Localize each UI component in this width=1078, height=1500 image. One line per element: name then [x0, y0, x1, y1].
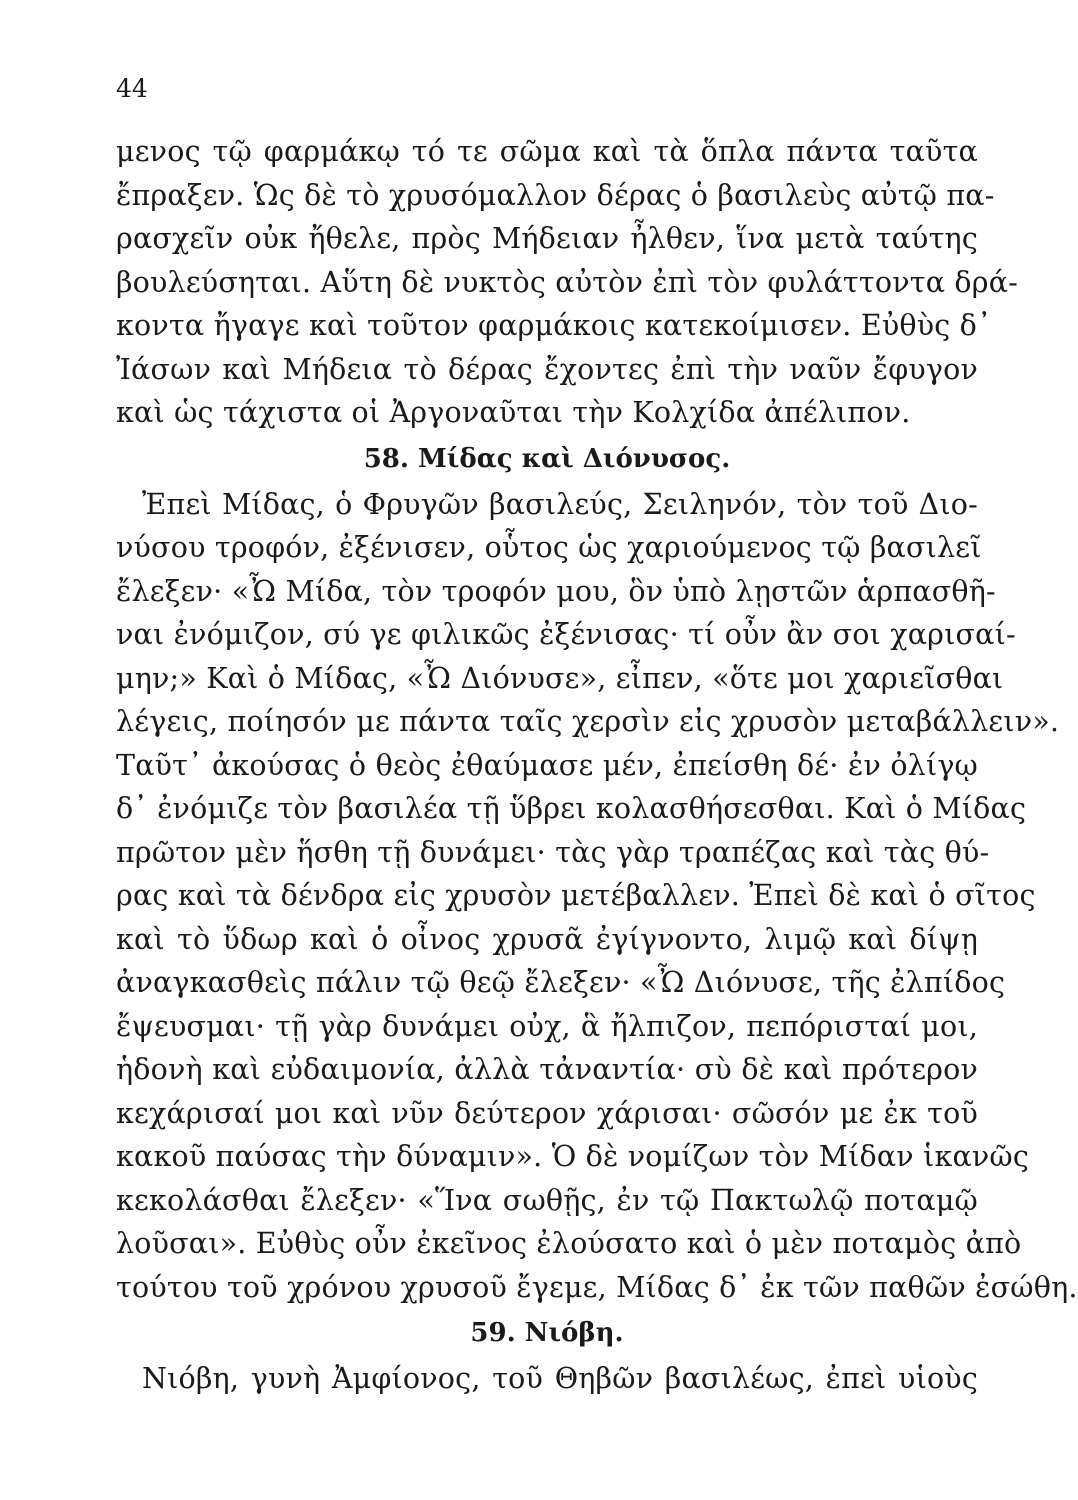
- text-line: ἔλεξεν· «Ὦ Μίδα, τὸν τροφόν μου, ὃν ὑπὸ λῃστῶν ἁρπασθῆ-: [116, 574, 996, 608]
- paragraph-jason-medea: [116, 130, 1018, 435]
- text-line: ἡδονὴ καὶ εὐδαιμονία, ἀλλὰ τἀναντία· σὺ δὲ καὶ πρότερον: [116, 1053, 978, 1086]
- text-line: νύσου τροφόν, ἐξένισεν, οὗτος ὡς χαριούμενος τῷ βασιλεῖ: [116, 531, 982, 564]
- text-line: μενος τῷ φαρμάκῳ τό τε σῶμα καὶ τὰ ὅπλα πάντα ταῦτα: [116, 135, 978, 168]
- text-line: κακοῦ παύσας τὴν δύναμιν». Ὁ δὲ νομίζων τὸν Μίδαν ἱκανῶς: [116, 1140, 1030, 1173]
- page-number: 44: [116, 74, 148, 103]
- text-line: Ἰάσων καὶ Μήδεια τὸ δέρας ἔχοντες ἐπὶ τὴν ναῦν ἔφυγον: [116, 352, 978, 386]
- text-line: Νιόβη, γυνὴ Ἀμφίονος, τοῦ Θηβῶν βασιλέως, ἐπεὶ υἱοὺς: [142, 1362, 978, 1395]
- text-line: κοντα ἤγαγε καὶ τοῦτον φαρμάκοις κατεκοίμισεν. Εὐθὺς δ᾽: [116, 309, 992, 342]
- text-block: [116, 130, 1078, 1401]
- text-line: ναι ἐνόμιζον, σύ γε φιλικῶς ἐξένισας· τί οὖν ἂν σοι χαρισαί-: [116, 618, 1016, 651]
- text-line: καὶ ὡς τάχιστα οἱ Ἀργοναῦται τὴν Κολχίδα ἀπέλιπον.: [116, 396, 911, 429]
- paragraph-midas-dionysus: [116, 483, 1078, 1310]
- text-line: ἔπραξεν. Ὡς δὲ τὸ χρυσόμαλλον δέρας ὁ βασιλεὺς αὐτῷ πα-: [116, 178, 995, 212]
- text-line: καὶ τὸ ὕδωρ καὶ ὁ οἶνος χρυσᾶ ἐγίγνοντο, λιμῷ καὶ δίψῃ: [116, 922, 978, 956]
- text-line: πρῶτον μὲν ἥσθη τῇ δυνάμει· τὰς γὰρ τραπέζας καὶ τὰς θύ-: [116, 835, 990, 869]
- text-line: ἔψευσμαι· τῇ γὰρ δυνάμει οὐχ, ἃ ἤλπιζον, πεπόρισταί μοι,: [116, 1009, 978, 1043]
- section-heading-58: 58. Μίδας καὶ Διόνυσος.: [363, 443, 731, 474]
- text-line: δ᾽ ἐνόμιζε τὸν βασιλέα τῇ ὕβρει κολασθήσεσθαι. Καὶ ὁ Μίδας: [116, 792, 1027, 825]
- text-line: Ταῦτ᾽ ἀκούσας ὁ θεὸς ἐθαύμασε μέν, ἐπείσθη δέ· ἐν ὀλίγῳ: [116, 748, 978, 782]
- text-line: ἀναγκασθεὶς πάλιν τῷ θεῷ ἔλεξεν· «Ὦ Διόνυσε, τῆς ἐλπίδος: [116, 966, 1006, 999]
- text-line: Ἐπεὶ Μίδας, ὁ Φρυγῶν βασιλεύς, Σειληνόν, τὸν τοῦ Διο-: [142, 487, 978, 521]
- text-line: κεκολάσθαι ἔλεξεν· «Ἵνα σωθῇς, ἐν τῷ Πακτωλῷ ποταμῷ: [116, 1183, 978, 1217]
- text-line: ρας καὶ τὰ δένδρα εἰς χρυσὸν μετέβαλλεν. Ἐπεὶ δὲ καὶ ὁ σῖτος: [116, 879, 1036, 912]
- text-line: μην;» Καὶ ὁ Μίδας, «Ὦ Διόνυσε», εἶπεν, «ὅτε μοι χαριεῖσθαι: [116, 661, 1004, 695]
- text-line: λοῦσαι». Εὐθὺς οὖν ἐκεῖνος ἐλούσατο καὶ ὁ μὲν ποταμὸς ἀπὸ: [116, 1227, 1022, 1260]
- text-line: ρασχεῖν οὐκ ἤθελε, πρὸς Μήδειαν ἦλθεν, ἵνα μετὰ ταύτης: [116, 222, 978, 255]
- text-line: βουλεύσηται. Αὕτη δὲ νυκτὸς αὐτὸν ἐπὶ τὸν φυλάττοντα δρά-: [116, 265, 1018, 299]
- paragraph-niobe: [116, 1357, 978, 1401]
- section-heading-59: 59. Νιόβη.: [470, 1318, 624, 1348]
- text-line: λέγεις, ποίησόν με πάντα ταῖς χερσὶν εἰς χρυσὸν μεταβάλλειν».: [116, 705, 1060, 738]
- text-line: τούτου τοῦ χρόνου χρυσοῦ ἔγεμε, Μίδας δ᾽ ἐκ τῶν παθῶν ἐσώθη.: [116, 1270, 1078, 1304]
- text-line: κεχάρισαί μοι καὶ νῦν δεύτερον χάρισαι· σῶσόν με ἐκ τοῦ: [116, 1096, 978, 1130]
